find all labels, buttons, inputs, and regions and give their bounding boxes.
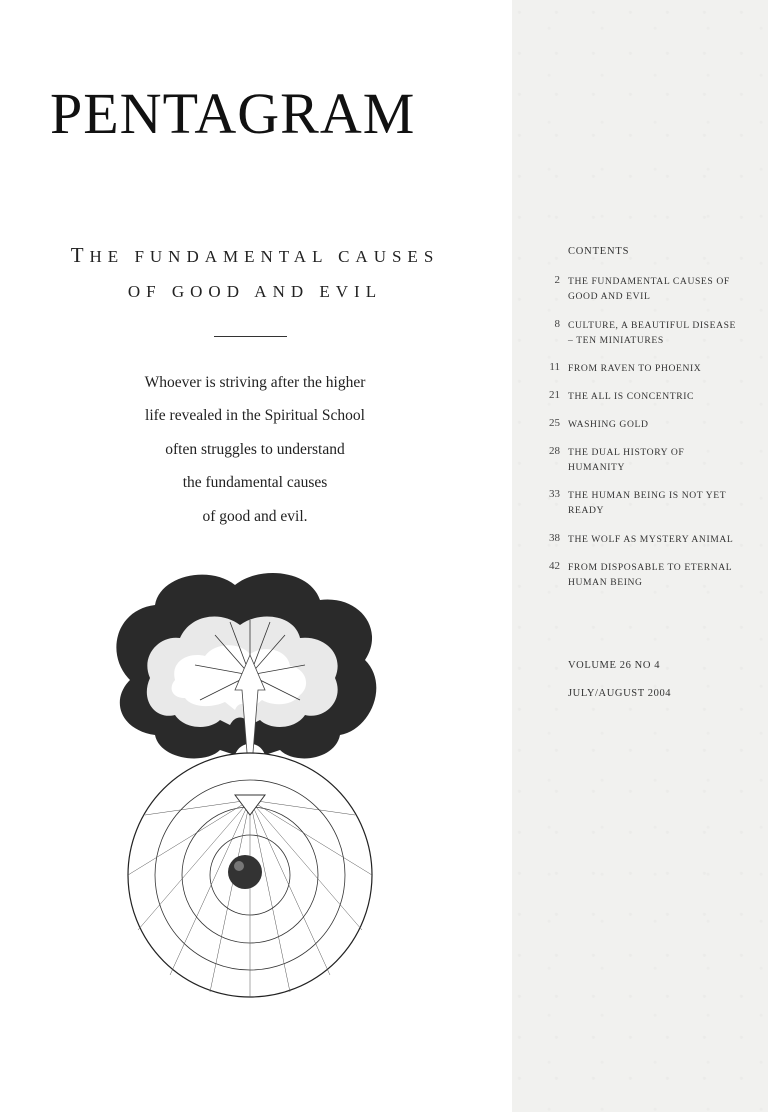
toc-entry-title: FROM DISPOSABLE TO ETERNAL HUMAN BEING <box>568 562 733 588</box>
toc-entry-title: THE HUMAN BEING IS NOT YET READY <box>568 490 727 516</box>
headline-line-1 <box>60 243 450 268</box>
toc-page-number: 11 <box>549 361 560 373</box>
issue-volume: VOLUME 26 NO 4 <box>568 660 661 671</box>
toc-page-number: 33 <box>549 488 560 500</box>
dark-sphere <box>228 855 262 889</box>
toc-page-number: 2 <box>554 274 560 286</box>
intro-line-3: often struggles to understand <box>165 441 345 458</box>
issue-date: JULY/AUGUST 2004 <box>568 688 672 699</box>
divider-rule <box>214 336 287 337</box>
masthead-title: PENTAGRAM <box>50 81 416 146</box>
toc-page-number: 21 <box>549 389 560 401</box>
toc-page-number: 25 <box>549 417 560 429</box>
intro-line-5: of good and evil. <box>202 508 308 525</box>
headline-line-1-rest: HE FUNDAMENTAL CAUSES <box>89 247 440 266</box>
toc-entry-title: FROM RAVEN TO PHOENIX <box>568 363 702 374</box>
headline-initial: T <box>70 243 90 267</box>
intro-line-1: Whoever is striving after the higher <box>144 374 366 391</box>
contents-sidebar <box>512 0 768 1112</box>
toc-entry-title: THE WOLF AS MYSTERY ANIMAL <box>568 534 734 545</box>
toc-page-number: 38 <box>549 532 560 544</box>
headline-line-2: OF GOOD AND EVIL <box>127 282 383 301</box>
contents-heading: CONTENTS <box>568 246 630 257</box>
toc-page-number: 42 <box>549 560 560 572</box>
intro-line-4: the fundamental causes <box>182 474 328 491</box>
toc-entry-title: THE FUNDAMENTAL CAUSES OF GOOD AND EVIL <box>568 276 730 302</box>
toc-page-number: 8 <box>554 318 560 330</box>
engraving-illustration <box>100 560 400 1000</box>
sphere-highlight <box>234 861 244 871</box>
toc-page-number: 28 <box>549 445 560 457</box>
toc-entry-title: THE ALL IS CONCENTRIC <box>568 391 695 402</box>
toc-entry-title: WASHING GOLD <box>568 419 649 430</box>
toc-entry-title: THE DUAL HISTORY OF HUMANITY <box>568 447 685 473</box>
toc-entry-title: CULTURE, A BEAUTIFUL DISEASE – TEN MINIATURES <box>568 320 736 346</box>
intro-line-2: life revealed in the Spiritual School <box>145 407 365 424</box>
